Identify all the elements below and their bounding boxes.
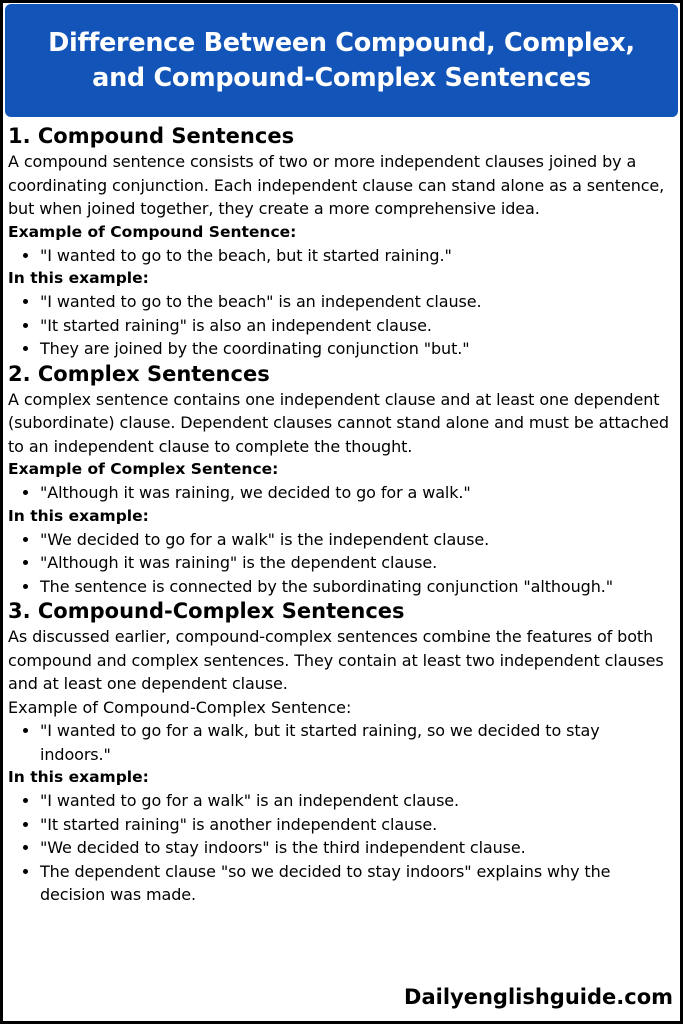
section-description: A compound sentence consists of two or more independent clauses joined by a coordinating conjunction. Each independent clause can stand alone as a sentence, but when joined together, they create a more comprehensive idea.	[8, 152, 665, 218]
example-label: Example of Compound Sentence:	[8, 222, 297, 241]
section-compound-complex	[8, 598, 670, 907]
example-list	[8, 719, 670, 766]
analysis-item: • "We decided to go for a walk" is the independent clause.	[40, 528, 670, 552]
analysis-item: • The dependent clause "so we decided to stay indoors" explains why the decision was made.	[40, 860, 670, 907]
analysis-item: • "It started raining" is also an independent clause.	[40, 314, 670, 338]
analysis-item: • The sentence is connected by the subordinating conjunction "although."	[40, 575, 670, 599]
section-complex	[8, 361, 670, 599]
analysis-item: • "Although it was raining" is the dependent clause.	[40, 551, 670, 575]
analysis-label: In this example:	[8, 506, 149, 525]
section-heading: 3. Compound-Complex Sentences	[8, 599, 405, 623]
analysis-label: In this example:	[8, 269, 149, 287]
analysis-item: • "It started raining" is another independent clause.	[40, 813, 670, 837]
example-label: Example of Complex Sentence:	[8, 460, 279, 478]
analysis-item: • "We decided to stay indoors" is the third independent clause.	[40, 836, 670, 860]
example-list	[8, 244, 670, 268]
title-banner	[5, 4, 678, 117]
example-item: • "Although it was raining, we decided to go for a walk."	[40, 481, 670, 505]
analysis-label: In this example:	[8, 768, 149, 786]
section-description: As discussed earlier, compound-complex sentences combine the features of both compound and complex sentences. They contain at least two independent clauses and at least one dependent clause.	[8, 627, 664, 693]
section-heading: 2. Complex Sentences	[8, 361, 270, 386]
example-item: • "I wanted to go for a walk, but it started raining, so we decided to stay indoors."	[40, 719, 670, 766]
analysis-item: • "I wanted to go for a walk" is an independent clause.	[40, 789, 670, 813]
analysis-item: • They are joined by the coordinating conjunction "but."	[40, 337, 670, 361]
title-line-2: and Compound-Complex Sentences	[92, 62, 591, 93]
example-label: Example of Compound-Complex Sentence:	[8, 697, 352, 717]
example-item: • "I wanted to go to the beach, but it started raining."	[40, 244, 670, 268]
analysis-list	[8, 290, 670, 361]
section-description: A complex sentence contains one independent clause and at least one dependent (subordinate) clause. Dependent clauses cannot stand alone and must be attached to an independent clause to complete the thought.	[8, 389, 669, 456]
article-body	[8, 123, 670, 907]
section-compound	[8, 123, 670, 361]
title-line-1: Difference Between Compound, Complex,	[48, 27, 635, 58]
section-heading: 1. Compound Sentences	[8, 124, 295, 148]
analysis-list	[8, 789, 670, 907]
site-watermark: Dailyenglishguide.com	[404, 985, 673, 1009]
analysis-list	[8, 528, 670, 599]
example-list	[8, 481, 670, 505]
analysis-item: • "I wanted to go to the beach" is an independent clause.	[40, 290, 670, 314]
